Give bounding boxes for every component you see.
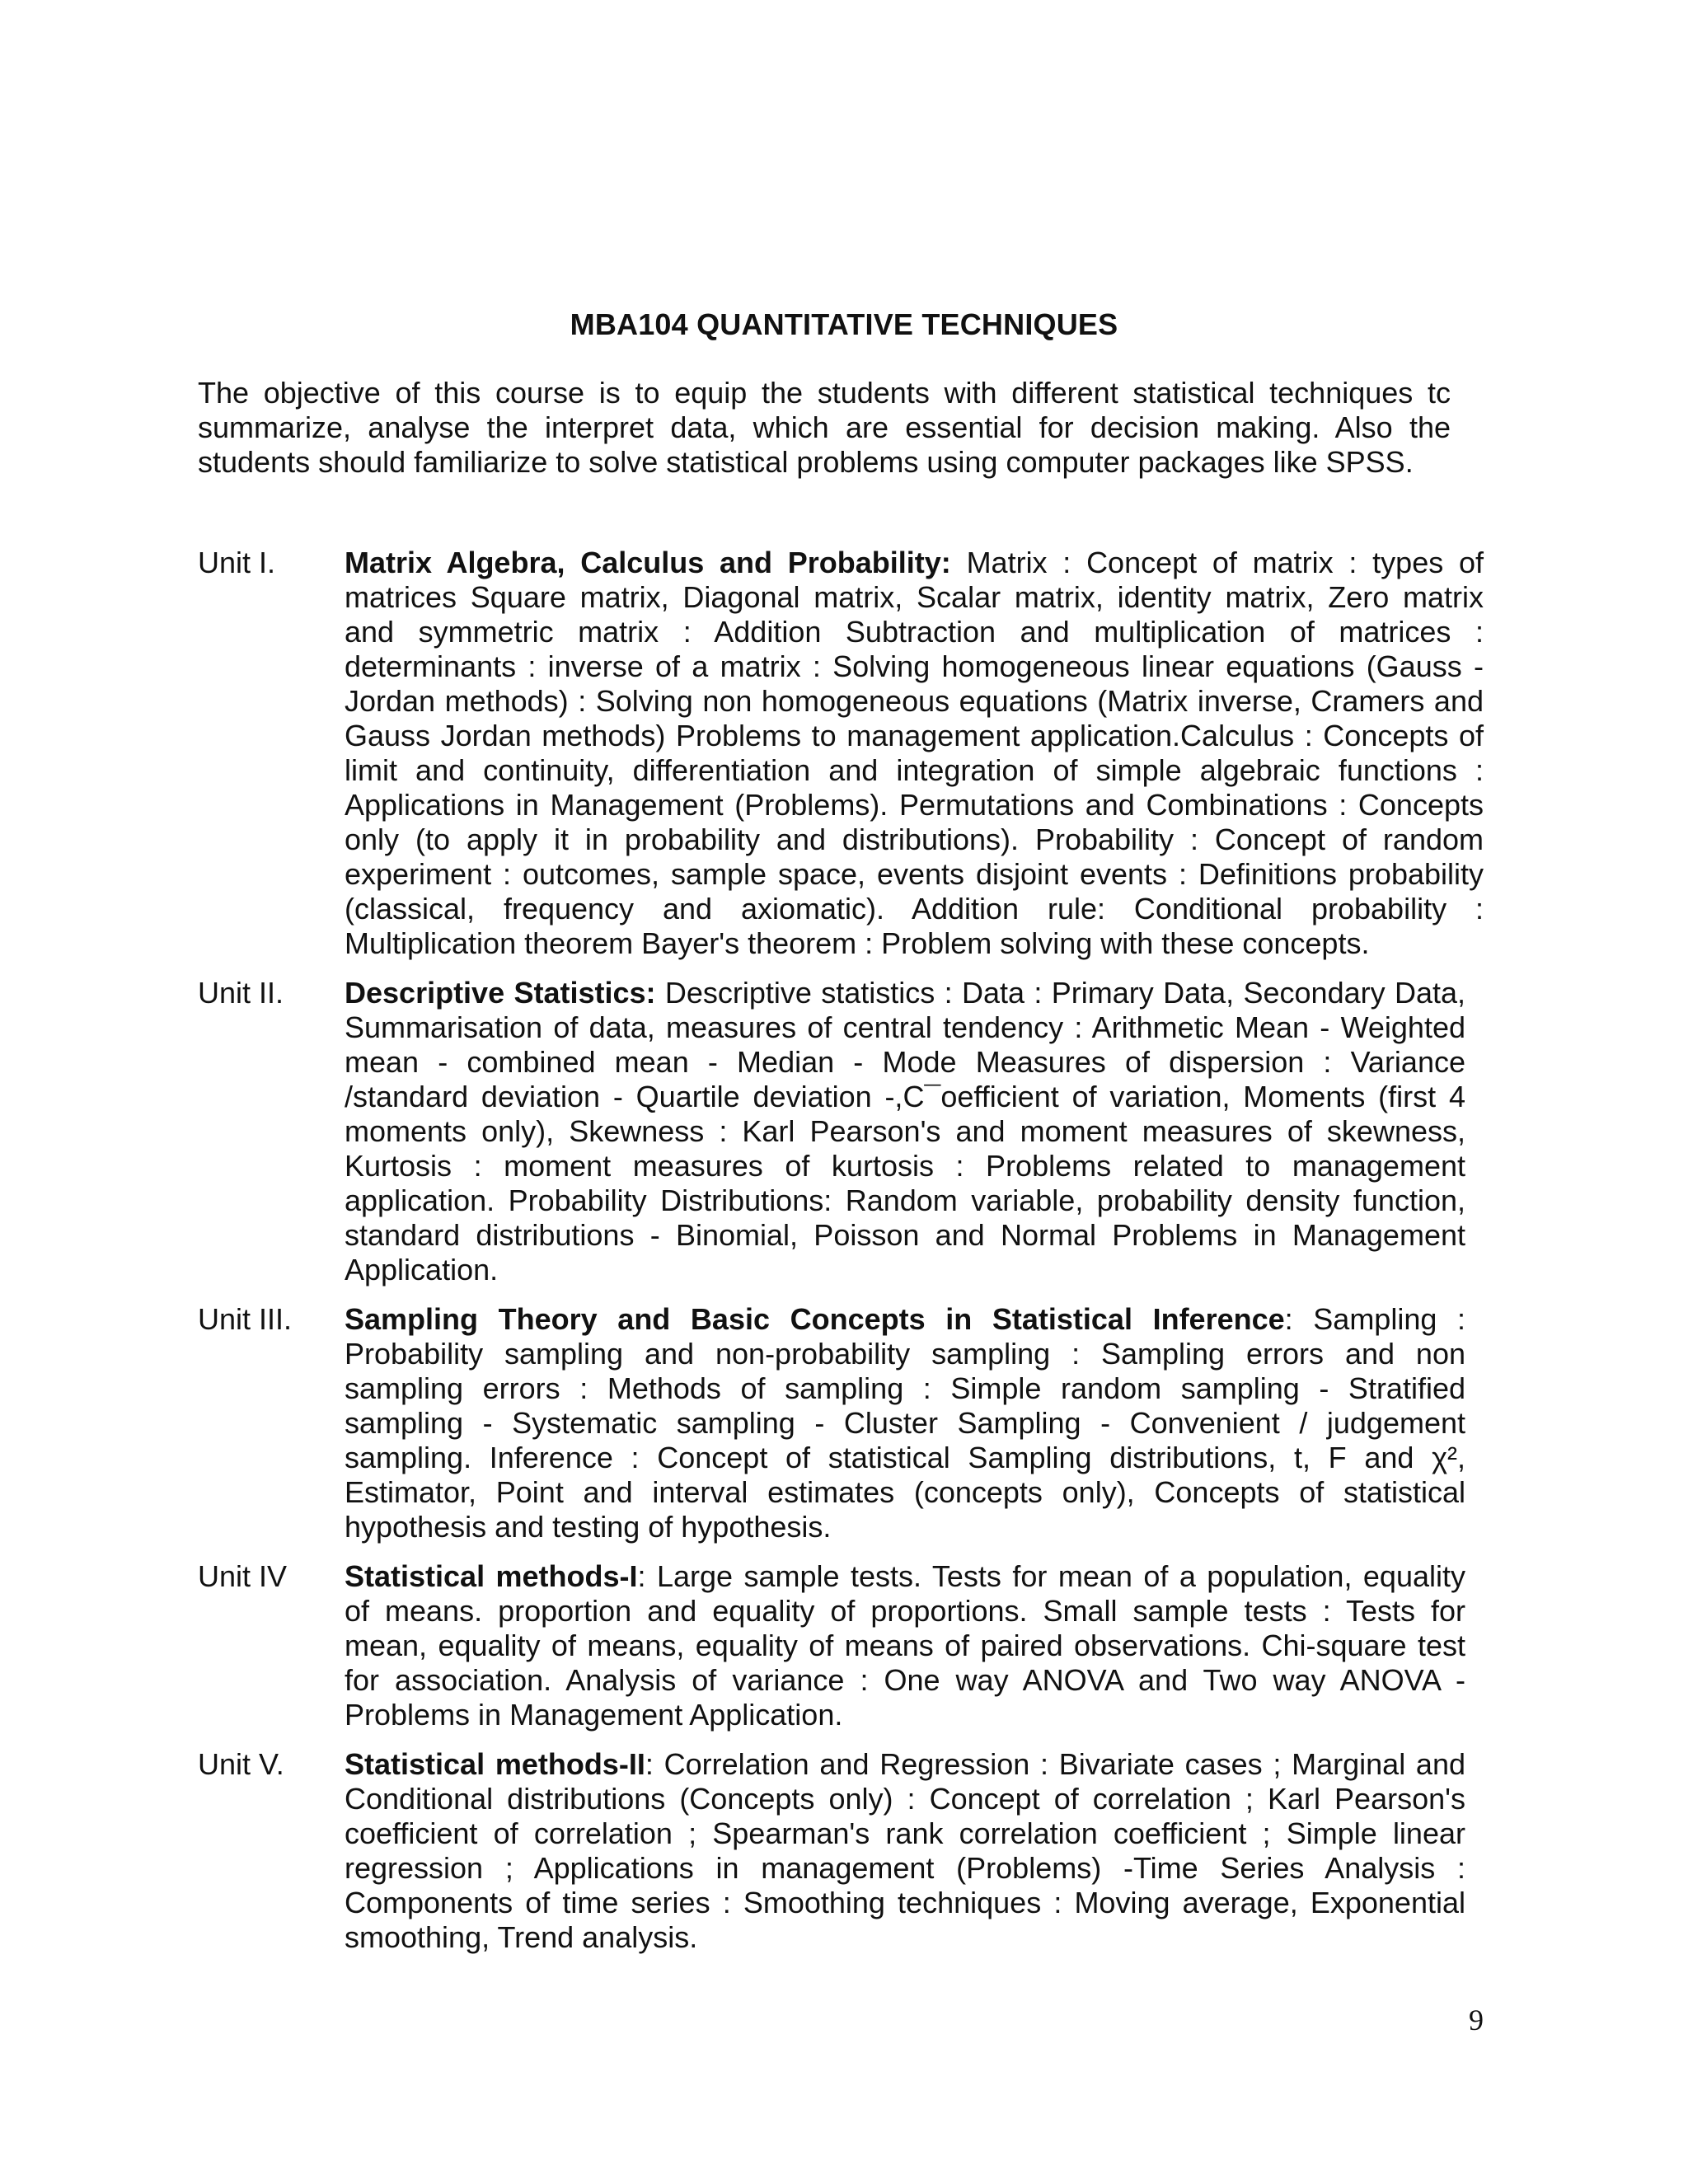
unit-content: [345, 1559, 1465, 1732]
course-objective: The objective of this course is to equip the students with different statistical techniques tc summarize, analyse the interpret data, which are essential for decision making. Also the students should familiarize to solve statistical problems using computer packages like SPSS.: [198, 376, 1451, 479]
unit-3: [198, 1302, 1484, 1544]
unit-content: [345, 976, 1465, 1287]
unit-label: Unit V.: [198, 1747, 284, 1781]
unit-content: [345, 546, 1484, 961]
unit-label: Unit II.: [198, 976, 284, 1010]
unit-label: Unit I.: [198, 546, 276, 579]
unit-label: Unit III.: [198, 1302, 293, 1336]
unit-heading: Matrix Algebra, Calculus and Probability:: [345, 546, 951, 579]
unit-text: Descriptive statistics : Data : Primary Data, Secondary Data, Summarisation of data, measures of central tendency : Arithmetic Mean - Weighted mean - combined mean - Median - Mode Measures of dispersion : Variance /standard deviation - Quartile deviation -,C¯oefficient of variation, Moments (first 4 moments only), Skewness : Karl Pearson's and moment measures of skewness, Kurtosis : moment measures of kurtosis : Problems related to management application. Probability Distributions: Random variable, probability density function, standard distributions - Binomial, Poisson and Normal Problems in Management Application.: [345, 976, 1465, 1286]
unit-heading: Descriptive Statistics:: [345, 976, 656, 1010]
page-title: MBA104 QUANTITATIVE TECHNIQUES: [570, 307, 1118, 341]
unit-heading: Statistical methods-I: [345, 1559, 638, 1593]
unit-5: [198, 1747, 1484, 1955]
unit-list: [198, 546, 1484, 1970]
unit-heading: Sampling Theory and Basic Concepts in Statistical Inference: [345, 1302, 1285, 1336]
unit-heading: Statistical methods-II: [345, 1747, 645, 1781]
page-number: 9: [1469, 2004, 1484, 2036]
unit-4: [198, 1559, 1484, 1732]
unit-text: Matrix : Concept of matrix : types of matrices Square matrix, Diagonal matrix, Scalar matrix, identity matrix, Zero matrix and symmetric matrix : Addition Subtraction and multiplication of matrices : determinants : inverse of a matrix : Solving homogeneous linear equations (Gauss - Jordan methods) : Solving non homogeneous equations (Matrix inverse, Cramers and Gauss Jordan methods) Problems to management application.Calculus : Concepts of limit and continuity, differentiation and integration of simple algebraic functions : Applications in Management (Problems). Permutations and Combinations : Concepts only (to apply it in probability and distributions). Probability : Concept of random experiment : outcomes, sample space, events disjoint events : Definitions probability (classical, frequency and axiomatic). Addition rule: Conditional probability : Multiplication theorem Bayer's theorem : Problem solving with these concepts.: [345, 546, 1484, 960]
unit-text: : Sampling : Probability sampling and non-probability sampling : Sampling errors and non sampling errors : Methods of sampling : Simple random sampling - Stratified sampling - Systematic sampling - Cluster Sampling - Convenient / judgement sampling. Inference : Concept of statistical Sampling distributions, t, F and χ², Estimator, Point and interval estimates (concepts only), Concepts of statistical hypothesis and testing of hypothesis.: [345, 1302, 1465, 1544]
unit-2: [198, 976, 1484, 1287]
unit-1: [198, 546, 1484, 961]
unit-text: : Large sample tests. Tests for mean of a population, equality of means. proportion and equality of proportions. Small sample tests : Tests for mean, equality of means, equality of means of paired observations. Chi-square test for association. Analysis of variance : One way ANOVA and Two way ANOVA - Problems in Management Application.: [345, 1559, 1465, 1732]
unit-label: Unit IV: [198, 1559, 288, 1593]
unit-content: [345, 1747, 1465, 1955]
unit-content: [345, 1302, 1465, 1544]
unit-text: : Correlation and Regression : Bivariate cases ; Marginal and Conditional distributions (Concepts only) : Concept of correlation ; Karl Pearson's coefficient of correlation ; Spearman's rank correlation coefficient ; Simple linear regression ; Applications in management (Problems) -Time Series Analysis : Components of time series : Smoothing techniques : Moving average, Exponential smoothing, Trend analysis.: [345, 1747, 1465, 1954]
